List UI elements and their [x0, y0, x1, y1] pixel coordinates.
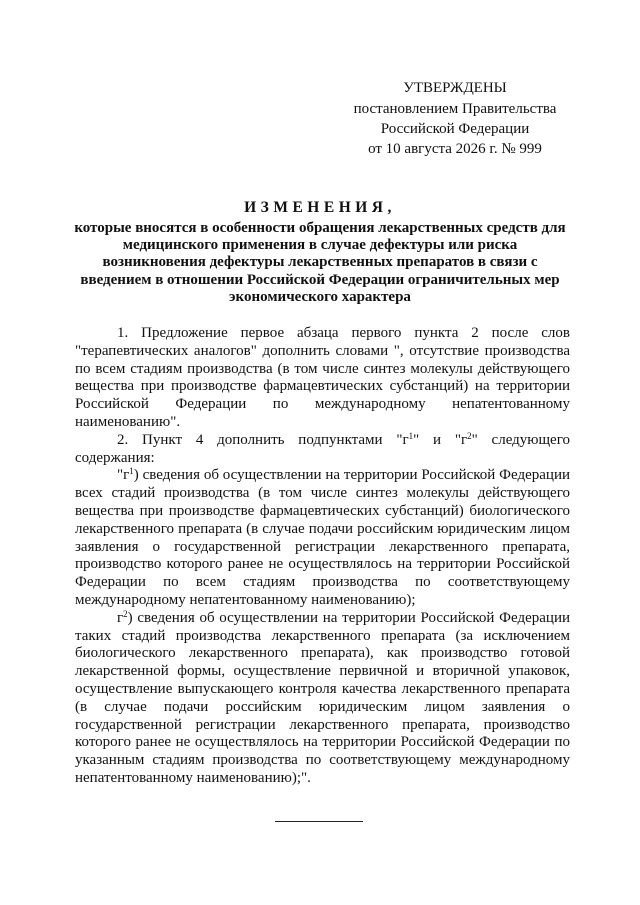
approval-line: постановлением Правительства: [353, 101, 557, 117]
paragraph-text: "г: [117, 467, 130, 484]
paragraph-text: г: [117, 609, 124, 626]
paragraph-text: ) сведения об осуществлении на территории Российской Федерации таких стадий производства лекарственного препарата (за исключением биологического лекарственного препарата), как производство готовой лекарственной формы, осуществление первичной и вторичной упаковок, осуществление выпускающего контроля качества лекарственного препарата (в случае подачи российским юридическим лицом заявления о государственной регистрации лекарственного препарата, производство которого ранее не осуществлялось на территории Российской Федерации по указанным стадиям производства по соответствующему международному непатентованному наименованию);".: [75, 609, 570, 786]
document-body: [75, 325, 570, 788]
approval-block: [330, 78, 580, 159]
paragraph-text: ) сведения об осуществлении на территории Российской Федерации всех стадий производства (в том числе синтез молекулы действующего вещества при производстве фармацевтических субстанций) биологического лекарственного препарата (в случае подачи российским юридическим лицом заявления о государственной регистрации лекарственного препарата, производство которого ранее не осуществлялось на территории Российской Федерации по всем стадиям производства по соответствующему международному непатентованному наименованию);: [75, 467, 570, 608]
paragraph-2: [75, 432, 570, 468]
approval-date-line: от 10 августа 2026 г. № 999: [368, 141, 542, 157]
paragraph-text: " следующего содержания:: [75, 431, 570, 466]
superscript: 1: [408, 430, 414, 441]
paragraph-4: [75, 610, 570, 788]
paragraph-text: " и "г: [413, 431, 468, 448]
superscript: 2: [123, 608, 128, 619]
approval-heading: УТВЕРЖДЕНЫ: [403, 80, 507, 96]
superscript: 1: [129, 466, 134, 477]
approval-line: Российской Федерации: [380, 121, 530, 137]
document-title: ИЗМЕНЕНИЯ,: [244, 199, 396, 216]
paragraph-3: [75, 467, 570, 609]
document-subtitle: которые вносятся в особенности обращения лекарственных средств для медицинского применения в случае дефектуры или риска возникновения дефектуры лекарственных препаратов в связи с введением в отношении Российской Федерации ограничительных мер экономического характера: [74, 220, 566, 305]
paragraph-text: 2. Пункт 4 дополнить подпунктами "г: [117, 431, 409, 448]
paragraph-1: 1. Предложение первое абзаца первого пункта 2 после слов "терапевтических аналогов" дополнить словами ", отсутствие производства по всем стадиям производства (в том числе синтез молекулы действующего вещества при производстве фармацевтических субстанций) на территории Российской Федерации по международному непатентованному наименованию".: [75, 325, 570, 430]
end-divider: [275, 821, 363, 822]
superscript: 2: [467, 430, 472, 441]
